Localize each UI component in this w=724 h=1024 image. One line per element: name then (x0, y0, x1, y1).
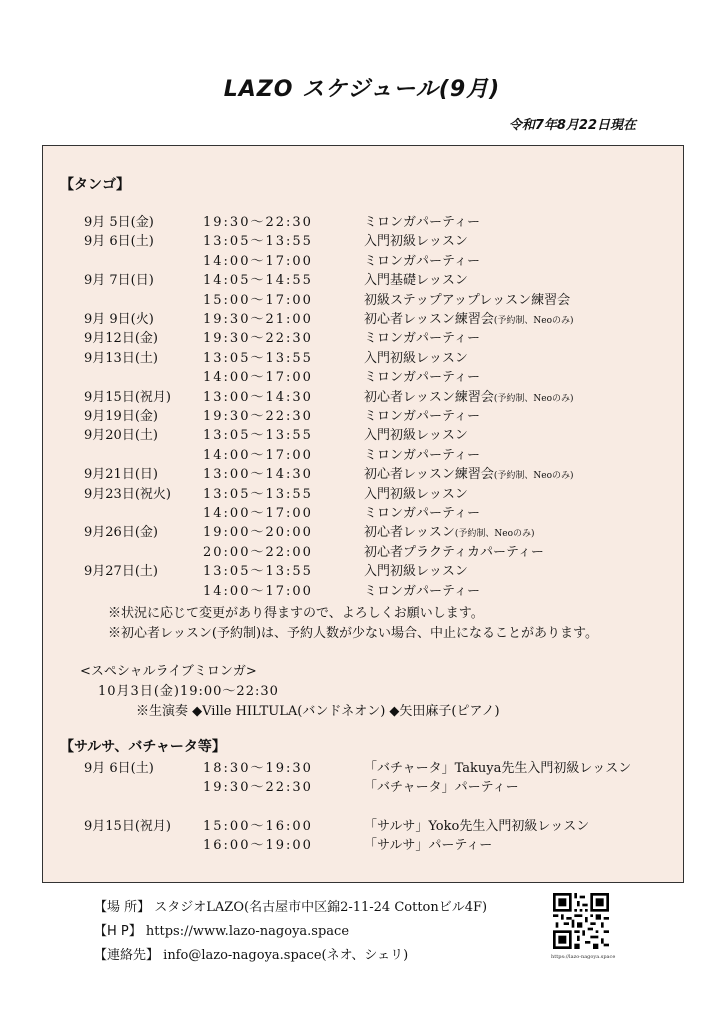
row-note: (予約制、Neoのみ) (493, 471, 574, 482)
row-activity (364, 521, 535, 540)
schedule-row (84, 757, 644, 776)
row-date: 9月 9日(火) (84, 312, 154, 327)
row-date: 9月26日(金) (84, 525, 158, 541)
schedule-row (84, 502, 644, 521)
row-date: 9月27日(土) (84, 564, 158, 580)
schedule-row (84, 211, 644, 230)
schedule-row (84, 250, 644, 269)
row-activity (364, 269, 468, 288)
tango-heading: 【タンゴ】 (60, 177, 130, 193)
row-date: 9月15日(祝月) (84, 389, 171, 405)
row-activity-text: ミロンガパーティー (364, 370, 480, 386)
row-time: 20:00〜22:00 (203, 544, 313, 560)
footer-place (94, 896, 487, 915)
special-performers: ※生演奏 ◆Ville HILTULA(バンドネオン) ◆矢田麻子(ピアノ) (136, 704, 500, 719)
schedule-row (84, 463, 644, 482)
hp-link[interactable]: https://www.lazo-nagoya.space (145, 924, 350, 939)
row-date: 9月15日(祝月) (84, 818, 171, 834)
row-date: 9月 6日(土) (84, 234, 154, 250)
row-note: (予約制、Neoのみ) (493, 393, 574, 404)
row-time: 13:05〜13:55 (203, 486, 313, 502)
row-activity-text: 入門初級レッスン (364, 234, 468, 250)
row-activity-text: 入門初級レッスン (364, 564, 468, 580)
schedule-row (84, 269, 644, 288)
row-activity-text: ミロンガパーティー (364, 331, 480, 347)
qr-caption: https://lazo-nagoya.space (551, 954, 616, 960)
row-activity-text: 「バチャータ」Takuya先生入門初級レッスン (364, 761, 632, 776)
row-activity (364, 757, 631, 776)
row-date: 9月 5日(金) (84, 215, 154, 230)
row-time: 13:05〜13:55 (203, 564, 313, 580)
row-activity (364, 541, 544, 560)
row-activity-text: 入門初級レッスン (364, 350, 468, 366)
schedule-row (84, 834, 644, 853)
row-activity-text: ミロンガパーティー (364, 447, 480, 463)
row-time: 19:30〜22:30 (203, 331, 313, 347)
row-activity (364, 463, 574, 482)
row-time: 14:00〜17:00 (203, 253, 313, 269)
row-activity (364, 560, 468, 579)
row-note: (予約制、Neoのみ) (493, 316, 574, 326)
row-activity-text: 初級ステップアップレッスン練習会 (364, 292, 571, 308)
row-time: 14:00〜17:00 (203, 447, 313, 463)
row-time: 13:00〜14:30 (203, 467, 313, 483)
row-activity (364, 327, 480, 346)
row-time: 14:00〜17:00 (203, 583, 313, 599)
row-date: 9月12日(金) (84, 331, 158, 347)
schedule-row (84, 521, 644, 540)
row-activity (364, 424, 468, 443)
row-activity-text: ミロンガパーティー (364, 506, 480, 521)
row-activity-text: ミロンガパーティー (364, 583, 480, 599)
page-title: LAZO スケジュール(9月) (223, 77, 501, 102)
row-activity (364, 289, 570, 308)
row-activity-text: 入門初級レッスン (364, 428, 468, 444)
row-date: 9月13日(土) (84, 350, 158, 366)
schedule-row (84, 560, 644, 579)
row-activity (364, 211, 480, 230)
row-time: 18:30〜19:30 (203, 761, 313, 776)
row-activity (364, 250, 480, 269)
row-activity-text: 初心者レッスン練習会 (364, 467, 494, 483)
row-time: 13:05〜13:55 (203, 428, 313, 444)
row-activity (364, 444, 480, 463)
row-activity-text: 入門初級レッスン (364, 486, 468, 502)
row-time: 14:00〜17:00 (203, 506, 313, 521)
salsa-heading: 【サルサ、バチャータ等】 (60, 739, 226, 755)
row-time: 13:05〜13:55 (203, 350, 313, 366)
row-time: 14:00〜17:00 (203, 370, 313, 386)
row-activity (364, 366, 480, 385)
row-time: 19:30〜22:30 (203, 780, 313, 796)
row-activity-text: 「サルサ」パーティー (364, 838, 493, 854)
schedule-row (84, 366, 644, 385)
schedule-row (84, 541, 644, 560)
schedule-row (84, 289, 644, 308)
row-activity (364, 834, 492, 853)
contact-email[interactable]: info@lazo-nagoya.space(ネオ、シェリ) (163, 948, 409, 963)
schedule-row (84, 347, 644, 366)
tango-note: ※状況に応じて変更があり得ますので、よろしくお願いします。 (108, 606, 484, 621)
as-of-date: 令和7年8月22日現在 (508, 118, 636, 133)
row-activity-text: 「サルサ」Yoko先生入門初級レッスン (364, 818, 590, 834)
schedule-row (84, 815, 644, 834)
row-activity-text: ミロンガパーティー (364, 253, 480, 269)
row-time: 19:00〜20:00 (203, 525, 313, 541)
row-activity (364, 386, 574, 405)
row-activity (364, 483, 468, 502)
row-activity-text: 入門基礎レッスン (364, 273, 468, 289)
row-activity-text: ミロンガパーティー (364, 409, 480, 424)
row-date: 9月19日(金) (84, 409, 158, 424)
row-activity-text: 初心者レッスン (364, 525, 455, 541)
schedule-row (84, 230, 644, 249)
special-heading: <スペシャルライブミロンガ> (80, 664, 257, 679)
row-activity-text: 初心者レッスン練習会 (364, 389, 494, 405)
tango-note: ※初心者レッスン(予約制)は、予約人数が少ない場合、中止になることがあります。 (108, 626, 598, 641)
row-activity (364, 230, 468, 249)
row-activity-text: 「バチャータ」パーティー (364, 780, 519, 796)
row-activity-text: ミロンガパーティー (364, 215, 480, 230)
row-time: 19:30〜21:00 (203, 312, 313, 327)
row-time: 16:00〜19:00 (203, 838, 313, 854)
row-activity-text: 初心者プラクティカパーティー (364, 544, 544, 560)
row-note: (予約制、Neoのみ) (454, 529, 535, 540)
row-date: 9月 6日(土) (84, 761, 154, 776)
row-activity (364, 308, 574, 327)
schedule-row (84, 405, 644, 424)
row-activity (364, 405, 480, 424)
row-time: 13:05〜13:55 (203, 234, 313, 250)
hp-label: 【H P】 (94, 924, 142, 939)
schedule-row (84, 308, 644, 327)
row-activity-text: 初心者レッスン練習会 (364, 312, 494, 327)
footer-hp (94, 920, 349, 939)
schedule-row (84, 424, 644, 443)
schedule-row (84, 483, 644, 502)
schedule-row (84, 776, 644, 795)
row-time: 15:00〜17:00 (203, 292, 313, 308)
qr-code-icon[interactable] (553, 893, 609, 949)
special-date-time: 10月3日(金)19:00〜22:30 (98, 684, 279, 699)
row-date: 9月21日(日) (84, 467, 158, 483)
row-date: 9月 7日(日) (84, 273, 154, 289)
row-activity (364, 580, 480, 599)
row-time: 19:30〜22:30 (203, 409, 313, 424)
schedule-row (84, 386, 644, 405)
row-time: 19:30〜22:30 (203, 215, 313, 230)
row-time: 13:00〜14:30 (203, 389, 313, 405)
row-activity (364, 347, 468, 366)
row-activity (364, 502, 480, 521)
row-activity (364, 815, 589, 834)
row-time: 14:05〜14:55 (203, 273, 313, 289)
place-value: スタジオLAZO(名古屋市中区錦2-11-24 Cottonビル4F) (154, 900, 488, 915)
row-date: 9月23日(祝火) (84, 486, 171, 502)
row-date: 9月20日(土) (84, 428, 158, 444)
row-time: 15:00〜16:00 (203, 818, 313, 834)
schedule-row (84, 444, 644, 463)
footer-contact (94, 944, 408, 963)
schedule-row (84, 580, 644, 599)
schedule-row (84, 327, 644, 346)
contact-label: 【連絡先】 (94, 948, 160, 963)
place-label: 【場 所】 (94, 900, 151, 915)
row-activity (364, 776, 519, 795)
